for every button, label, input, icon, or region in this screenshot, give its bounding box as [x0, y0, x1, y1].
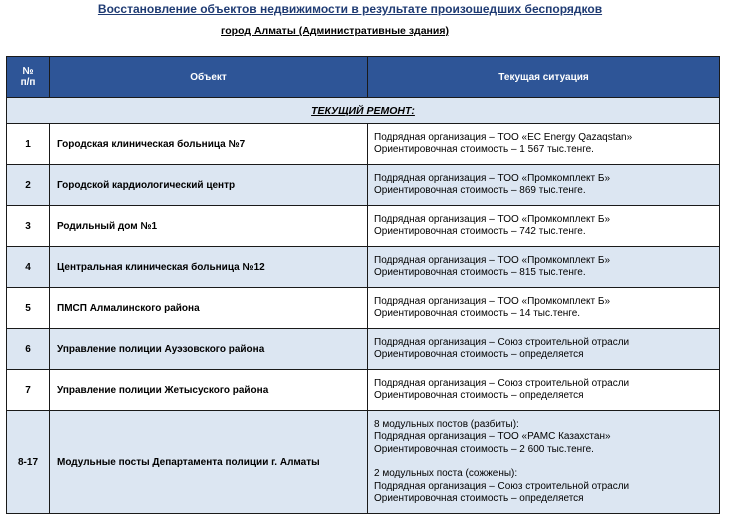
- situation-line: Подрядная организация – Союз строительной отрасли: [374, 336, 630, 348]
- row-object: ПМСП Алмалинского района: [50, 288, 368, 329]
- header-num-line2: п/п: [20, 77, 36, 88]
- row-object: Городской кардиологический центр: [50, 165, 368, 206]
- header-situation: Текущая ситуация: [368, 57, 720, 98]
- table-row: [7, 247, 720, 288]
- row-number: 6: [7, 329, 50, 370]
- situation-line: Ориентировочная стоимость – 815 тыс.тенге.: [374, 267, 586, 278]
- situation-line: Ориентировочная стоимость – определяется: [374, 349, 584, 360]
- row-object: Управление полиции Жетысуского района: [50, 370, 368, 411]
- situation-line: Ориентировочная стоимость – 742 тыс.тенге.: [374, 226, 586, 237]
- row-situation: [368, 247, 720, 288]
- situation-line: Ориентировочная стоимость – 2 600 тыс.тенге.: [374, 443, 594, 455]
- table-row: [7, 206, 720, 247]
- row-number: 7: [7, 370, 50, 411]
- situation-line: Подрядная организация – ТОО «РАМС Казахстан»: [374, 431, 611, 442]
- table-row: [7, 165, 720, 206]
- situation-gap: [374, 456, 719, 468]
- situation-line: Подрядная организация – Союз строительной отрасли: [374, 377, 630, 389]
- row-object: Родильный дом №1: [50, 206, 368, 247]
- row-situation: [368, 329, 720, 370]
- row-number: 5: [7, 288, 50, 329]
- row-number: 8-17: [7, 411, 50, 514]
- row-situation: [368, 370, 720, 411]
- header-num: [7, 57, 50, 98]
- table-row: [7, 370, 720, 411]
- document-subtitle: город Алматы (Административные здания): [221, 25, 449, 37]
- row-object: Городская клиническая больница №7: [50, 124, 368, 165]
- table-row: [7, 329, 720, 370]
- situation-line: Ориентировочная стоимость – 869 тыс.тенге.: [374, 185, 586, 196]
- row-number: 1: [7, 124, 50, 165]
- row-number: 2: [7, 165, 50, 206]
- situation-line: Подрядная организация – ТОО «Промкомплект Б»: [374, 254, 611, 266]
- header-num-line1: №: [22, 66, 34, 77]
- table-header-row: [7, 57, 720, 98]
- situation-line: Подрядная организация – ТОО «Промкомплект Б»: [374, 172, 611, 184]
- situation-line: 2 модульных поста (сожжены):: [374, 468, 518, 479]
- situation-line: Подрядная организация – ТОО «Промкомплект Б»: [374, 295, 611, 307]
- table-row: [7, 411, 720, 514]
- table-body: [7, 98, 720, 514]
- situation-line: Подрядная организация – ТОО «Промкомплект Б»: [374, 213, 611, 225]
- row-number: 3: [7, 206, 50, 247]
- row-object: Модульные посты Департамента полиции г. Алматы: [50, 411, 368, 514]
- table-row: [7, 124, 720, 165]
- section-row: [7, 98, 720, 124]
- situation-line: 8 модульных постов (разбиты):: [374, 418, 519, 430]
- row-situation: [368, 206, 720, 247]
- row-situation: [368, 411, 720, 514]
- row-number: 4: [7, 247, 50, 288]
- section-label: ТЕКУЩИЙ РЕМОНТ:: [7, 98, 720, 124]
- situation-line: Ориентировочная стоимость – 1 567 тыс.тенге.: [374, 144, 594, 155]
- header-object: Объект: [50, 57, 368, 98]
- row-object: Центральная клиническая больница №12: [50, 247, 368, 288]
- row-object: Управление полиции Ауэзовского района: [50, 329, 368, 370]
- objects-table: [6, 56, 720, 514]
- document-title: Восстановление объектов недвижимости в результате произошедших беспорядков: [97, 2, 603, 16]
- row-situation: [368, 288, 720, 329]
- situation-line: Подрядная организация – ТОО «EC Energy Qazaqstan»: [374, 131, 633, 143]
- situation-line: Ориентировочная стоимость – 14 тыс.тенге.: [374, 308, 581, 319]
- table-row: [7, 288, 720, 329]
- row-situation: [368, 124, 720, 165]
- situation-line: Ориентировочная стоимость – определяется: [374, 390, 584, 401]
- row-situation: [368, 165, 720, 206]
- situation-line: Ориентировочная стоимость – определяется: [374, 493, 584, 504]
- situation-line: Подрядная организация – Союз строительной отрасли: [374, 480, 630, 492]
